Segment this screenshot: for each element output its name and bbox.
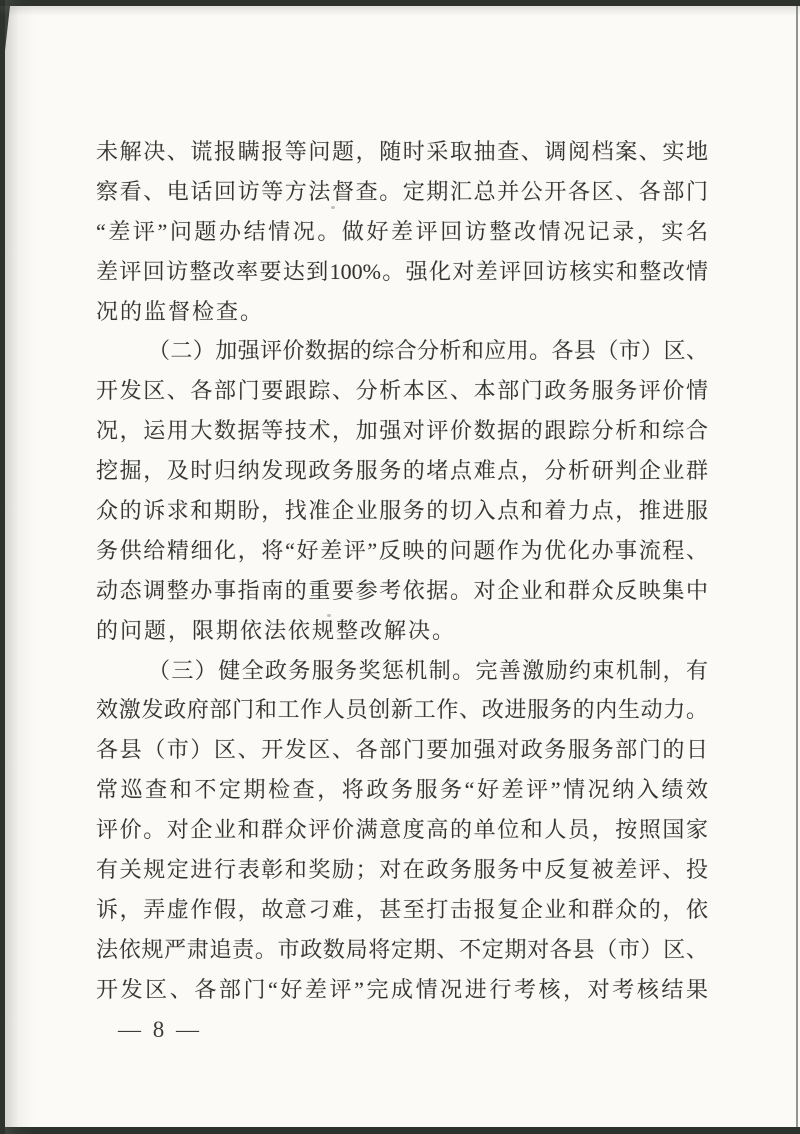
- text-line: 效激发政府部门和工作人员创新工作、改进服务的内生动力。: [96, 697, 708, 723]
- text-line: 务供给精细化，将“好差评”反映的问题作为优化办事流程、: [96, 537, 708, 563]
- scan-edge-bottom: [0, 1127, 800, 1134]
- text-line: 开发区、各部门“好差评”完成情况进行考核，对考核结果: [96, 976, 708, 1002]
- text-line: 有关规定进行表彰和奖励；对在政务服务中反复被差评、投: [96, 857, 708, 883]
- scan-edge-right: [796, 6, 798, 1127]
- text-line: 诉，弄虚作假，故意刁难，甚至打击报复企业和群众的，依: [96, 896, 708, 922]
- text-line: 未解决、谎报瞒报等问题，随时采取抽查、调阅档案、实地: [96, 139, 708, 164]
- text-line: 况的监督检查。: [96, 298, 265, 324]
- document-body: [96, 132, 708, 1010]
- text-line: 各县（市）区、开发区、各部门要加强对政务服务部门的日: [96, 737, 708, 763]
- text-line: 法依规严肃追责。市政数局将定期、不定期对各县（市）区、: [96, 936, 708, 962]
- text-line: 常巡查和不定期检查，将政务服务“好差评”情况纳入绩效: [96, 777, 708, 803]
- text-line: （二）加强评价数据的综合分析和应用。各县（市）区、: [148, 338, 708, 364]
- scan-shadow-left: [5, 0, 35, 1134]
- text-line: 开发区、各部门要跟踪、分析本区、本部门政务服务评价情: [96, 378, 708, 404]
- text-line: 挖掘，及时归纳发现政务服务的堵点难点，分析研判企业群: [96, 458, 708, 484]
- text-line: 动态调整办事指南的重要参考依据。对企业和群众反映集中: [96, 577, 708, 603]
- scan-shadow-top: [0, 6, 800, 16]
- text-line: 评价。对企业和群众评价满意度高的单位和人员，按照国家: [96, 817, 708, 843]
- text-line: 察看、电话回访等方法督查。定期汇总并公开各区、各部门: [96, 178, 708, 204]
- text-line: 众的诉求和期盼，找准企业服务的切入点和着力点，推进服: [96, 498, 708, 524]
- text-line: 差评回访整改率要达到100%。强化对差评回访核实和整改情: [96, 258, 708, 284]
- text-line: 况，运用大数据等技术，加强对评价数据的跟踪分析和综合: [96, 418, 708, 444]
- text-line: “差评”问题办结情况。做好差评回访整改情况记录，实名: [96, 218, 708, 244]
- page-number: — 8 —: [118, 1017, 202, 1042]
- text-line: （三）健全政务服务奖惩机制。完善激励约束机制，有: [148, 657, 708, 683]
- text-line: 的问题，限期依法依规整改解决。: [96, 617, 457, 643]
